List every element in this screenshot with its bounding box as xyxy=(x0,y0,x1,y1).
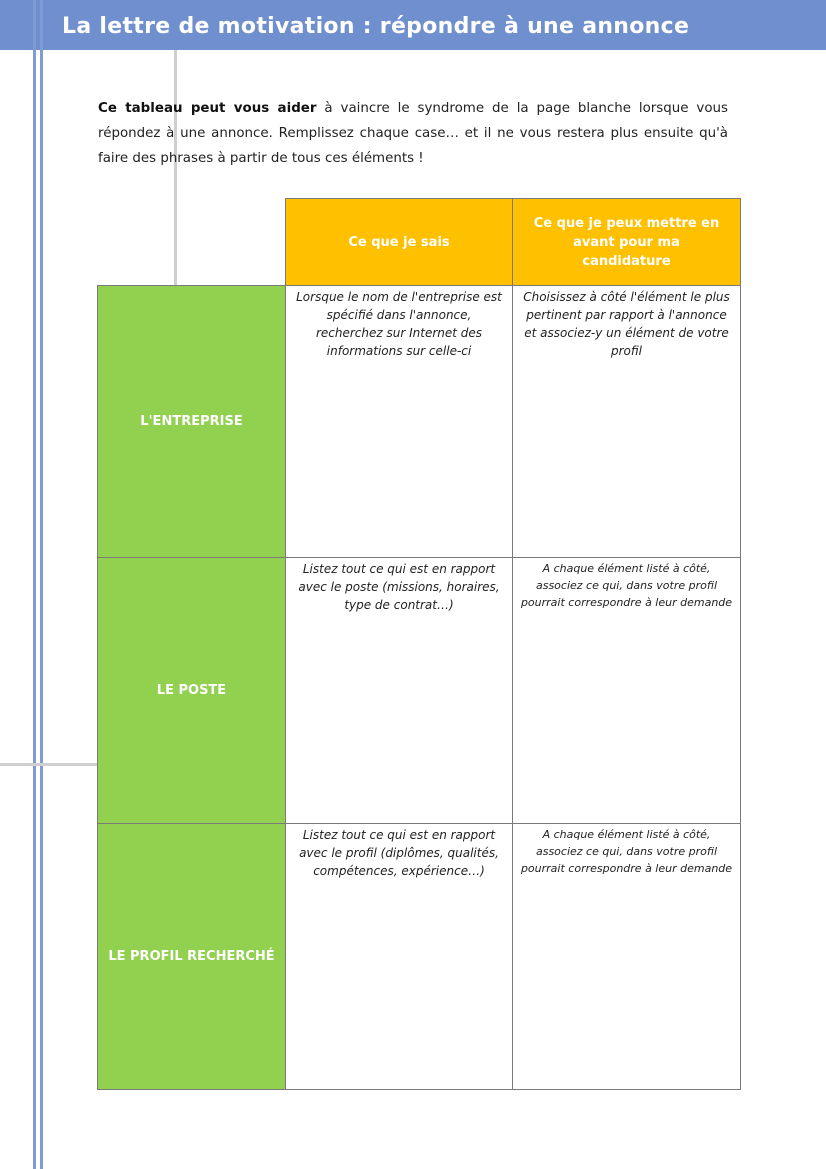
cell-hint: Choisissez à côté l'élément le plus pertinent par rapport à l'annonce et associez-y un élément de votre profil xyxy=(523,290,730,358)
cell-hint: A chaque élément listé à côté, associez ce qui, dans votre profil pourrait correspondre à leur demande xyxy=(520,828,733,875)
cell-poste-highlight[interactable] xyxy=(512,557,741,824)
cell-poste-know[interactable] xyxy=(285,557,513,824)
intro-bold: Ce tableau peut vous aider xyxy=(98,101,317,116)
cell-profil-highlight[interactable] xyxy=(512,823,741,1090)
header-label: Ce que je sais xyxy=(348,234,450,250)
cell-hint: A chaque élément listé à côté, associez ce qui, dans votre profil pourrait correspondre à leur demande xyxy=(520,562,733,609)
row-label-text: L'ENTREPRISE xyxy=(140,414,243,429)
decorative-divider xyxy=(0,763,97,766)
row-label-profil xyxy=(97,823,286,1090)
header-cell-what-i-can-highlight xyxy=(512,198,741,286)
row-label-entreprise xyxy=(97,285,286,558)
intro-text: à vaincre le syndrome de la page blanche lorsque vous répondez à une annonce. Remplissez chaque case… et il ne vous restera plus ensuite qu'à faire des phrases à partir de tous ces éléments ! xyxy=(98,101,729,166)
header-cell-what-i-know xyxy=(285,198,513,286)
row-label-poste xyxy=(97,557,286,824)
row-label-text: LE PROFIL RECHERCHÉ xyxy=(108,949,275,964)
left-margin-line xyxy=(40,0,43,1169)
cell-profil-know[interactable] xyxy=(285,823,513,1090)
cell-entreprise-know[interactable] xyxy=(285,285,513,558)
row-label-text: LE POSTE xyxy=(156,683,227,698)
cell-hint: Lorsque le nom de l'entreprise est spécifié dans l'annonce, recherchez sur Internet des informations sur celle-ci xyxy=(296,290,502,358)
intro-paragraph xyxy=(98,96,728,171)
cell-entreprise-highlight[interactable] xyxy=(512,285,741,558)
cell-hint: Listez tout ce qui est en rapport avec le poste (missions, horaires, type de contrat…) xyxy=(298,562,500,612)
page-title: La lettre de motivation : répondre à une annonce xyxy=(62,14,690,39)
header-label: Ce que je peux mettre en avant pour ma candidature xyxy=(533,215,720,269)
left-margin-line xyxy=(33,0,36,1169)
cell-hint: Listez tout ce qui est en rapport avec le profil (diplômes, qualités, compétences, expérience…) xyxy=(299,828,499,878)
